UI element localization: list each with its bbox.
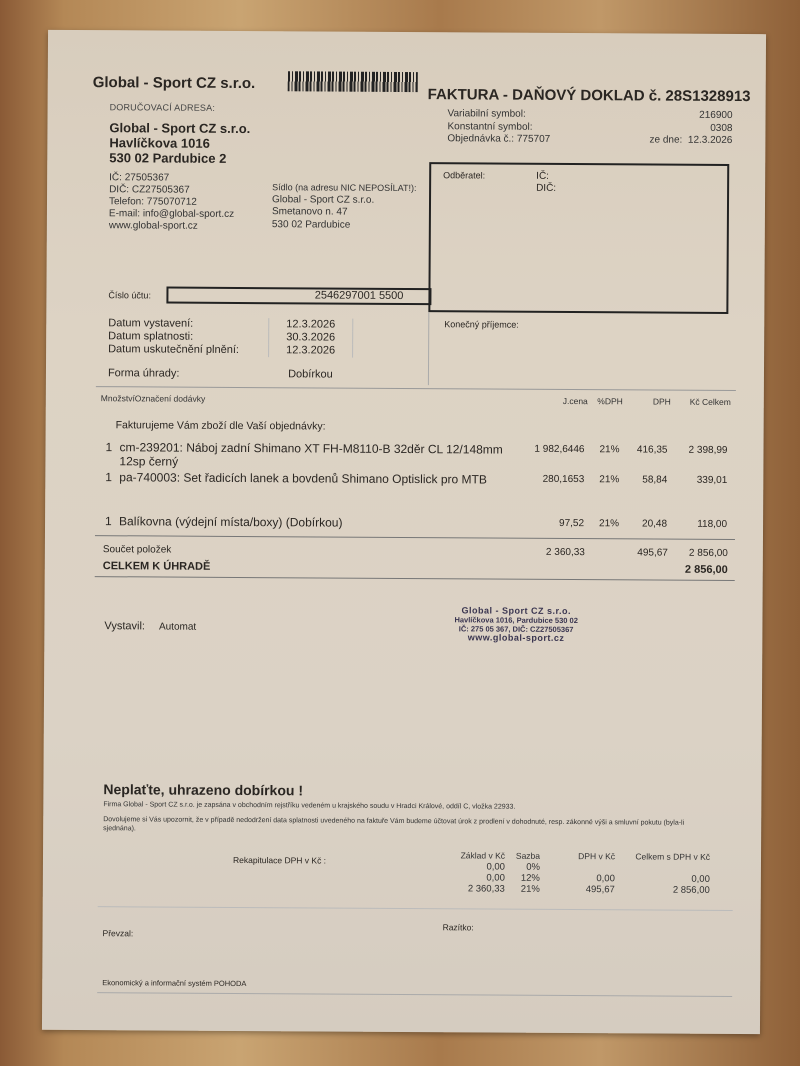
issued-by: Vystavil: Automat bbox=[104, 620, 197, 633]
grand-total: 2 856,00 bbox=[684, 563, 728, 576]
table-row: 1 pa-740003: Set řadicích lanek a bovdenů Shimano Optislick pro MTB 280,1653 21% 58,84 339,01 bbox=[105, 470, 728, 487]
seller-email: E-mail: info@global-sport.cz bbox=[108, 208, 235, 220]
divider bbox=[96, 386, 736, 391]
divider bbox=[97, 992, 732, 997]
final-recipient-label: Konečný příjemce: bbox=[444, 319, 519, 330]
divider bbox=[428, 312, 429, 385]
seller-web: www.global-sport.cz bbox=[108, 220, 198, 232]
account-number: 2546297001 5500 bbox=[166, 287, 431, 306]
seller-dic: DIČ: CZ27505367 bbox=[109, 184, 190, 196]
grand-total-row: CELKEM K ÚHRADĚ 2 856,00 bbox=[102, 560, 728, 576]
table-row: 1 cm-239201: Náboj zadní Shimano XT FH-M8110-B 32děr CL 12/148mm 12sp černý 1 982,6446 21% 416,35 2 398,99 bbox=[105, 440, 728, 469]
date-issued: 12.3.2026 bbox=[268, 318, 353, 332]
dates-block: Datum vystavení: 12.3.2026 Datum splatnosti: 30.3.2026 Datum uskutečnění plnění: 12.3.2026 bbox=[108, 317, 353, 357]
vat-recap-table: Základ v Kč Sazba DPH v Kč Celkem s DPH v Kč 0,00 0% 0,00 12% 0,00 0,00 2 360,33 21% 495,67 2 856,00 bbox=[443, 850, 710, 896]
divider bbox=[98, 906, 733, 911]
invoice-title: FAKTURA - DAŇOVÝ DOKLAD č. 28S1328913 bbox=[427, 86, 751, 106]
items-intro: Fakturujeme Vám zboží dle Vaší objednávky: bbox=[115, 419, 326, 433]
vat-row: 0,00 12% 0,00 0,00 bbox=[486, 872, 710, 885]
delivery-address: Global - Sport CZ s.r.o. Havlíčkova 1016 530 02 Pardubice 2 bbox=[109, 120, 251, 166]
payment-method: Forma úhrady: Dobírkou bbox=[107, 367, 333, 381]
vat-row: 0,00 0% bbox=[486, 861, 540, 873]
company-stamp: Global - Sport CZ s.r.o. Havlíčkova 1016, Pardubice 530 02 IČ: 275 05 367, DIČ: CZ27505367 www.global-sport.cz bbox=[454, 605, 578, 643]
date-due: 30.3.2026 bbox=[268, 331, 353, 345]
items-table-header: Množství Označení dodávky J.cena %DPH DPH Kč Celkem bbox=[100, 393, 731, 407]
account-label: Číslo účtu: bbox=[108, 290, 152, 301]
software-footer: Ekonomický a informační systém POHODA bbox=[102, 978, 247, 989]
order-number: Objednávka č.: 775707 bbox=[447, 133, 551, 145]
paid-notice: Neplaťte, uhrazeno dobírkou ! bbox=[103, 781, 304, 799]
table-row: 1 Balíkovna (výdejní místa/boxy) (Dobírkou) 97,52 21% 20,48 118,00 bbox=[105, 514, 728, 530]
vat-recap-label: Rekapitulace DPH v Kč : bbox=[232, 854, 327, 866]
seller-seat: Sídlo (na adresu NIC NEPOSÍLAT!): Global - Sport CZ s.r.o. Smetanovo n. 47 530 02 Pardubice bbox=[271, 182, 417, 231]
order-date: 12.3.2026 bbox=[687, 134, 733, 146]
items-sum-row: Součet položek 2 360,33 495,67 2 856,00 bbox=[102, 544, 728, 559]
seller-contact bbox=[109, 172, 235, 233]
seller-phone: Telefon: 775070712 bbox=[108, 196, 197, 208]
delivery-address-label: DORUČOVACÍ ADRESA: bbox=[109, 102, 216, 113]
stamp-label: Razítko: bbox=[442, 922, 474, 933]
totals-box bbox=[95, 535, 735, 581]
seller-name-header: Global - Sport CZ s.r.o. bbox=[92, 74, 256, 93]
barcode bbox=[288, 71, 418, 92]
invoice-paper bbox=[42, 30, 766, 1034]
date-taxable: 12.3.2026 bbox=[268, 344, 353, 358]
payment-symbols: Variabilní symbol: 216900 Konstantní symbol: 0308 Objednávka č.: 775707 ze dne: 12.3.2026 bbox=[447, 108, 733, 146]
registry-note: Firma Global - Sport CZ s.r.o. je zapsána v obchodním rejstříku vedeném u krajského soudu v Hradci Králové, oddíl C, vložka 22933. bbox=[103, 801, 516, 811]
variable-symbol: 216900 bbox=[699, 109, 733, 121]
received-by-label: Převzal: bbox=[102, 928, 134, 939]
seller-ic: IČ: 27505367 bbox=[109, 172, 170, 184]
buyer-box: Odběratel: IČ: DIČ: bbox=[428, 162, 729, 314]
vat-row: 2 360,33 21% 495,67 2 856,00 bbox=[467, 883, 710, 896]
penalty-note: Dovolujeme si Vás upozornit, že v případě nedodržení data splatnosti uvedeného na faktuře Vám budeme účtovat úrok z prodlení v dohodnuté, resp. zákonné výši a smluvní pokutu (byla-li sjednána). bbox=[103, 816, 685, 833]
constant-symbol: 0308 bbox=[710, 122, 733, 134]
